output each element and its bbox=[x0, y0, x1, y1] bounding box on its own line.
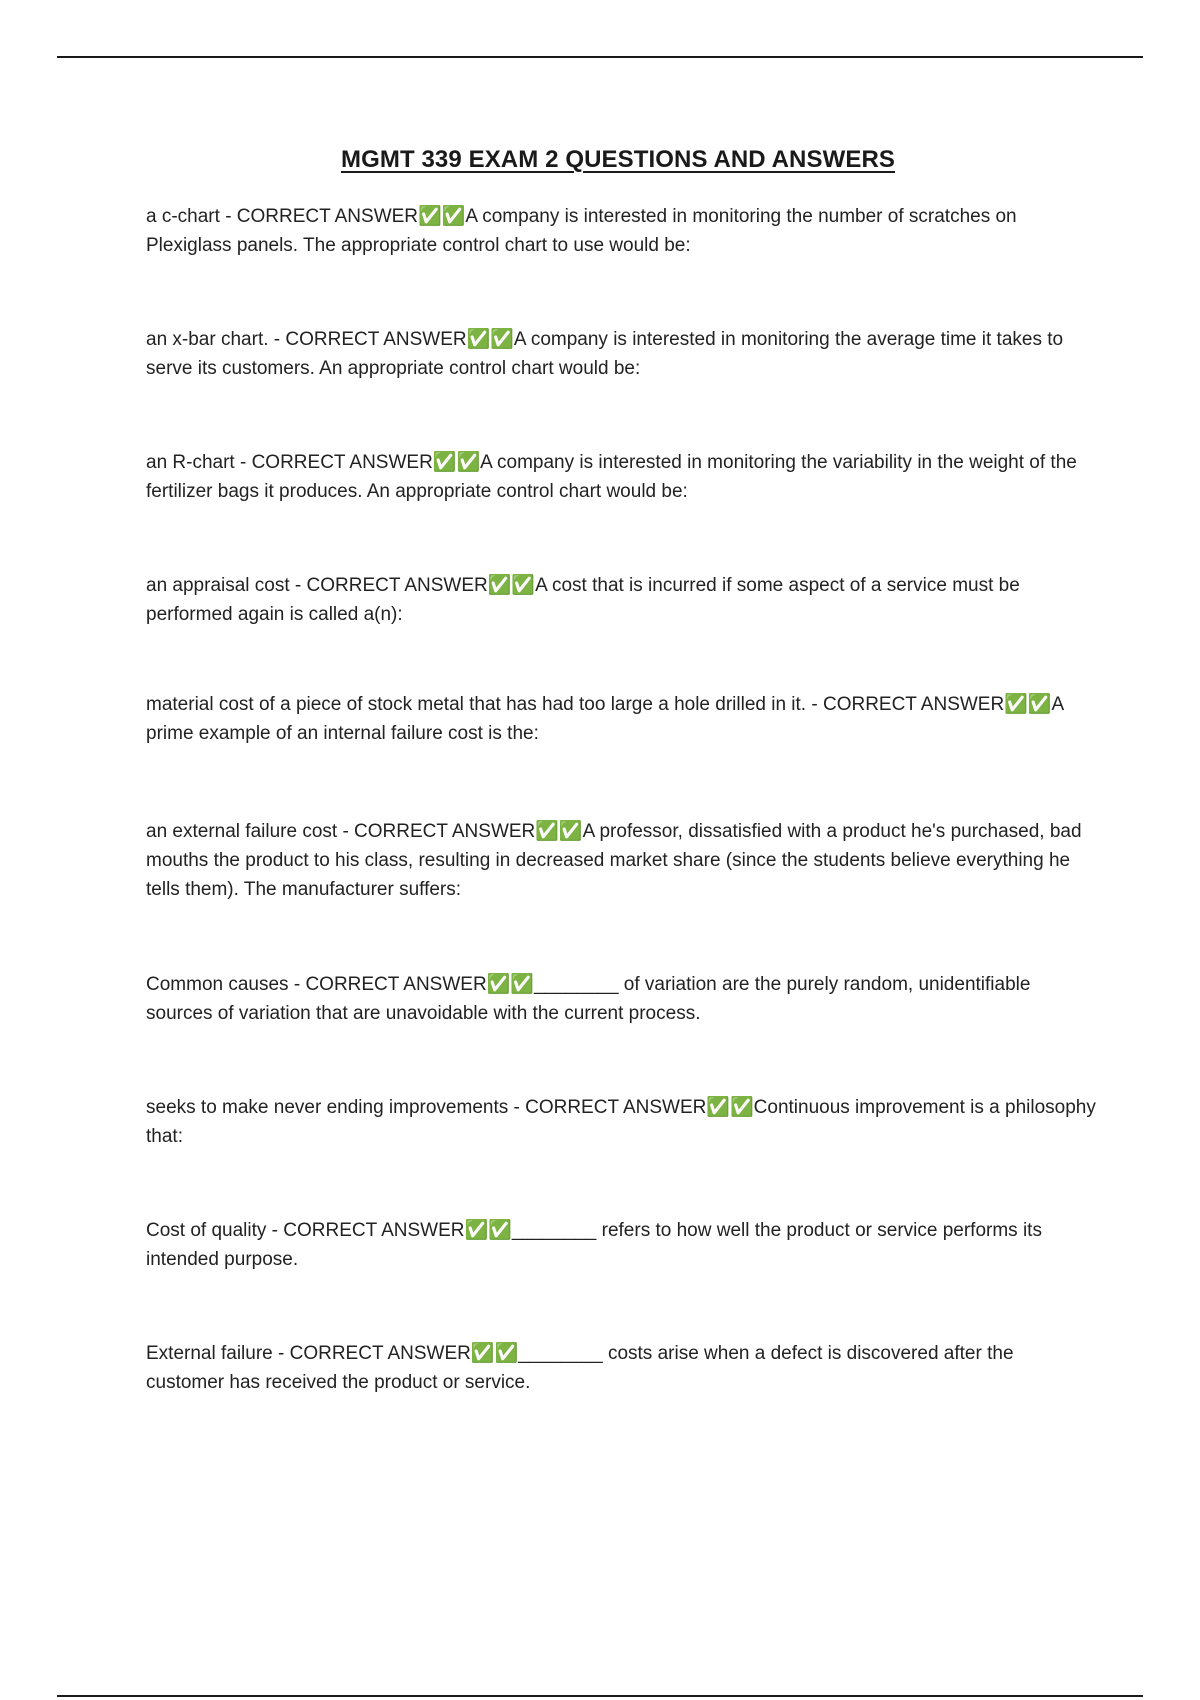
qa-text: an x-bar chart. - CORRECT ANSWER✅✅A company is interested in monitoring the average time it takes to serve its customers. An appropriate control chart would be: bbox=[146, 329, 1064, 379]
qa-text: an external failure cost - CORRECT ANSWER✅✅A professor, dissatisfied with a product he's purchased, bad mouths the product to his class, resulting in decreased market share (since the students believe everything he tells them). The manufacturer suffers: bbox=[146, 821, 1082, 900]
qa-item-10 bbox=[146, 1339, 1096, 1397]
qa-text: an appraisal cost - CORRECT ANSWER✅✅A cost that is incurred if some aspect of a service must be performed again is called a(n): bbox=[146, 575, 1020, 625]
qa-item-3 bbox=[146, 448, 1096, 506]
qa-item-1 bbox=[146, 202, 1096, 260]
qa-item-5 bbox=[146, 690, 1096, 748]
qa-item-9 bbox=[146, 1216, 1096, 1274]
qa-text: an R-chart - CORRECT ANSWER✅✅A company is interested in monitoring the variability in the weight of the fertilizer bags it produces. An appropriate control chart would be: bbox=[146, 452, 1077, 502]
qa-text: material cost of a piece of stock metal that has had too large a hole drilled in it. - CORRECT ANSWER✅✅A prime example of an internal failure cost is the: bbox=[146, 694, 1064, 744]
page-title: MGMT 339 EXAM 2 QUESTIONS AND ANSWERS bbox=[341, 146, 895, 173]
qa-text: a c-chart - CORRECT ANSWER✅✅A company is interested in monitoring the number of scratches on Plexiglass panels. The appropriate control chart to use would be: bbox=[146, 206, 1017, 256]
qa-item-8 bbox=[146, 1093, 1096, 1151]
top-rule bbox=[57, 56, 1143, 58]
qa-text: Common causes - CORRECT ANSWER✅✅________ of variation are the purely random, unidentifiable sources of variation that are unavoidable with the current process. bbox=[146, 974, 1031, 1024]
qa-text: Cost of quality - CORRECT ANSWER✅✅________ refers to how well the product or service performs its intended purpose. bbox=[146, 1220, 1042, 1270]
qa-item-4 bbox=[146, 571, 1096, 629]
qa-item-2 bbox=[146, 325, 1096, 383]
qa-item-7 bbox=[146, 970, 1096, 1028]
qa-text: External failure - CORRECT ANSWER✅✅________ costs arise when a defect is discovered after the customer has received the product or service. bbox=[146, 1343, 1014, 1393]
qa-item-6 bbox=[146, 817, 1096, 904]
bottom-rule bbox=[57, 1695, 1143, 1697]
qa-text: seeks to make never ending improvements - CORRECT ANSWER✅✅Continuous improvement is a philosophy that: bbox=[146, 1097, 1096, 1147]
